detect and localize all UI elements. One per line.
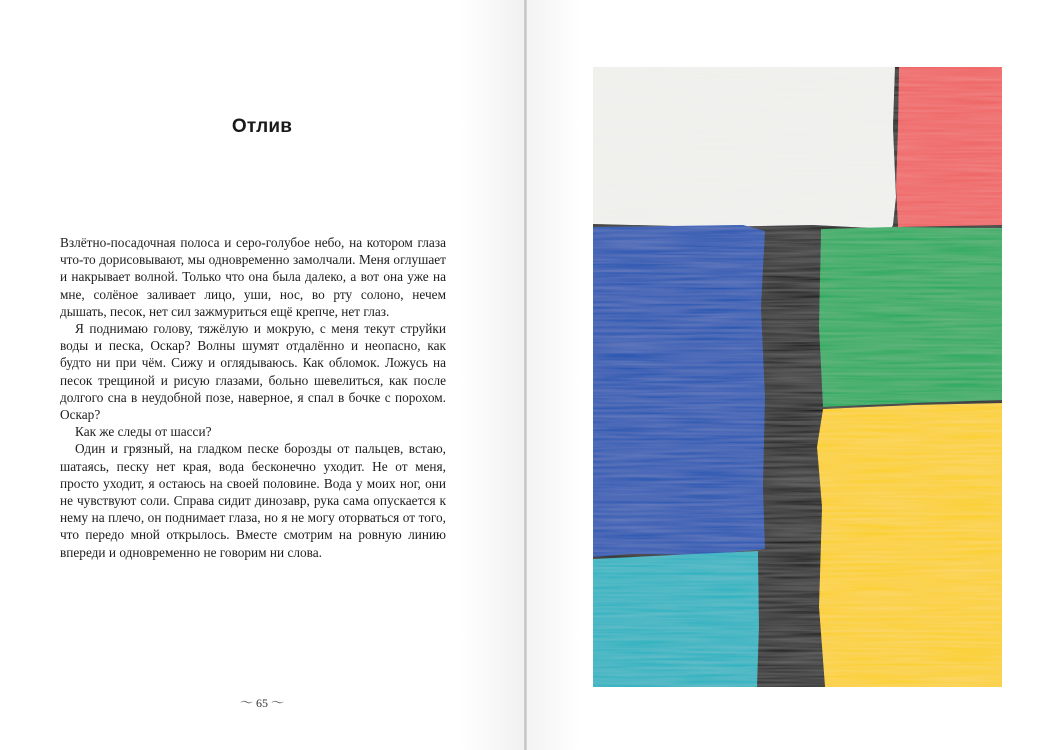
paragraph: Я поднимаю голову, тяжёлую и мокрую, с меня текут струйки воды и песка, Оскар? Волны шумят отдалённо и неопасно, как будто ни при чём. Сижу и оглядываюсь. Как обломок. Ложусь на песок трещиной и рисую глазами, больно шевелиться, как после долгого сна в неудобной позе, наверное, я спал в бочке с порохом. Оскар? bbox=[60, 321, 446, 423]
paragraph: Взлётно-посадочная полоса и серо-голубое небо, на котором глаза что-то дорисовывают, мы одновременно замолчали. Меня оглушает и накрывает волной. Только что она была далеко, а вот она уже на мне, солёное заливает лицо, уши, нос, во рту солоно, нечем дышать, песок, нет сил зажмуриться ещё крепче, нет глаз. bbox=[60, 235, 446, 319]
abstract-painting bbox=[593, 67, 1002, 687]
page-number-value: 65 bbox=[256, 696, 268, 710]
left-page bbox=[0, 0, 524, 750]
painting-canvas bbox=[593, 67, 1002, 687]
red-block bbox=[896, 67, 1002, 227]
cyan-block bbox=[593, 551, 759, 687]
chapter-title: Отлив bbox=[231, 116, 293, 137]
page-number bbox=[0, 692, 524, 711]
body-text bbox=[60, 234, 446, 561]
right-ornament-icon: 〜 bbox=[271, 695, 285, 710]
left-ornament-icon: 〜 bbox=[239, 695, 253, 710]
yellow-block bbox=[817, 403, 1002, 687]
paragraph: Как же следы от шасси? bbox=[75, 424, 212, 440]
paragraph: Один и грязный, на гладком песке борозды от пальцев, встаю, шатаясь, песку нет края, вода бесконечно уходит. Не от меня, просто уходит, я остаюсь на своей половине. Вода у моих ног, они не чувствуют соли. Справа сидит динозавр, рука сама опускается к нему на плечо, он поднимает глаза, но я не могу оторваться от того, что передо мной открылось. Вместе смотрим на ровную линию впереди и одновременно не говорим ни слова. bbox=[60, 441, 446, 560]
white-block bbox=[593, 67, 896, 229]
blue-block bbox=[593, 225, 765, 557]
green-block bbox=[819, 227, 1002, 407]
